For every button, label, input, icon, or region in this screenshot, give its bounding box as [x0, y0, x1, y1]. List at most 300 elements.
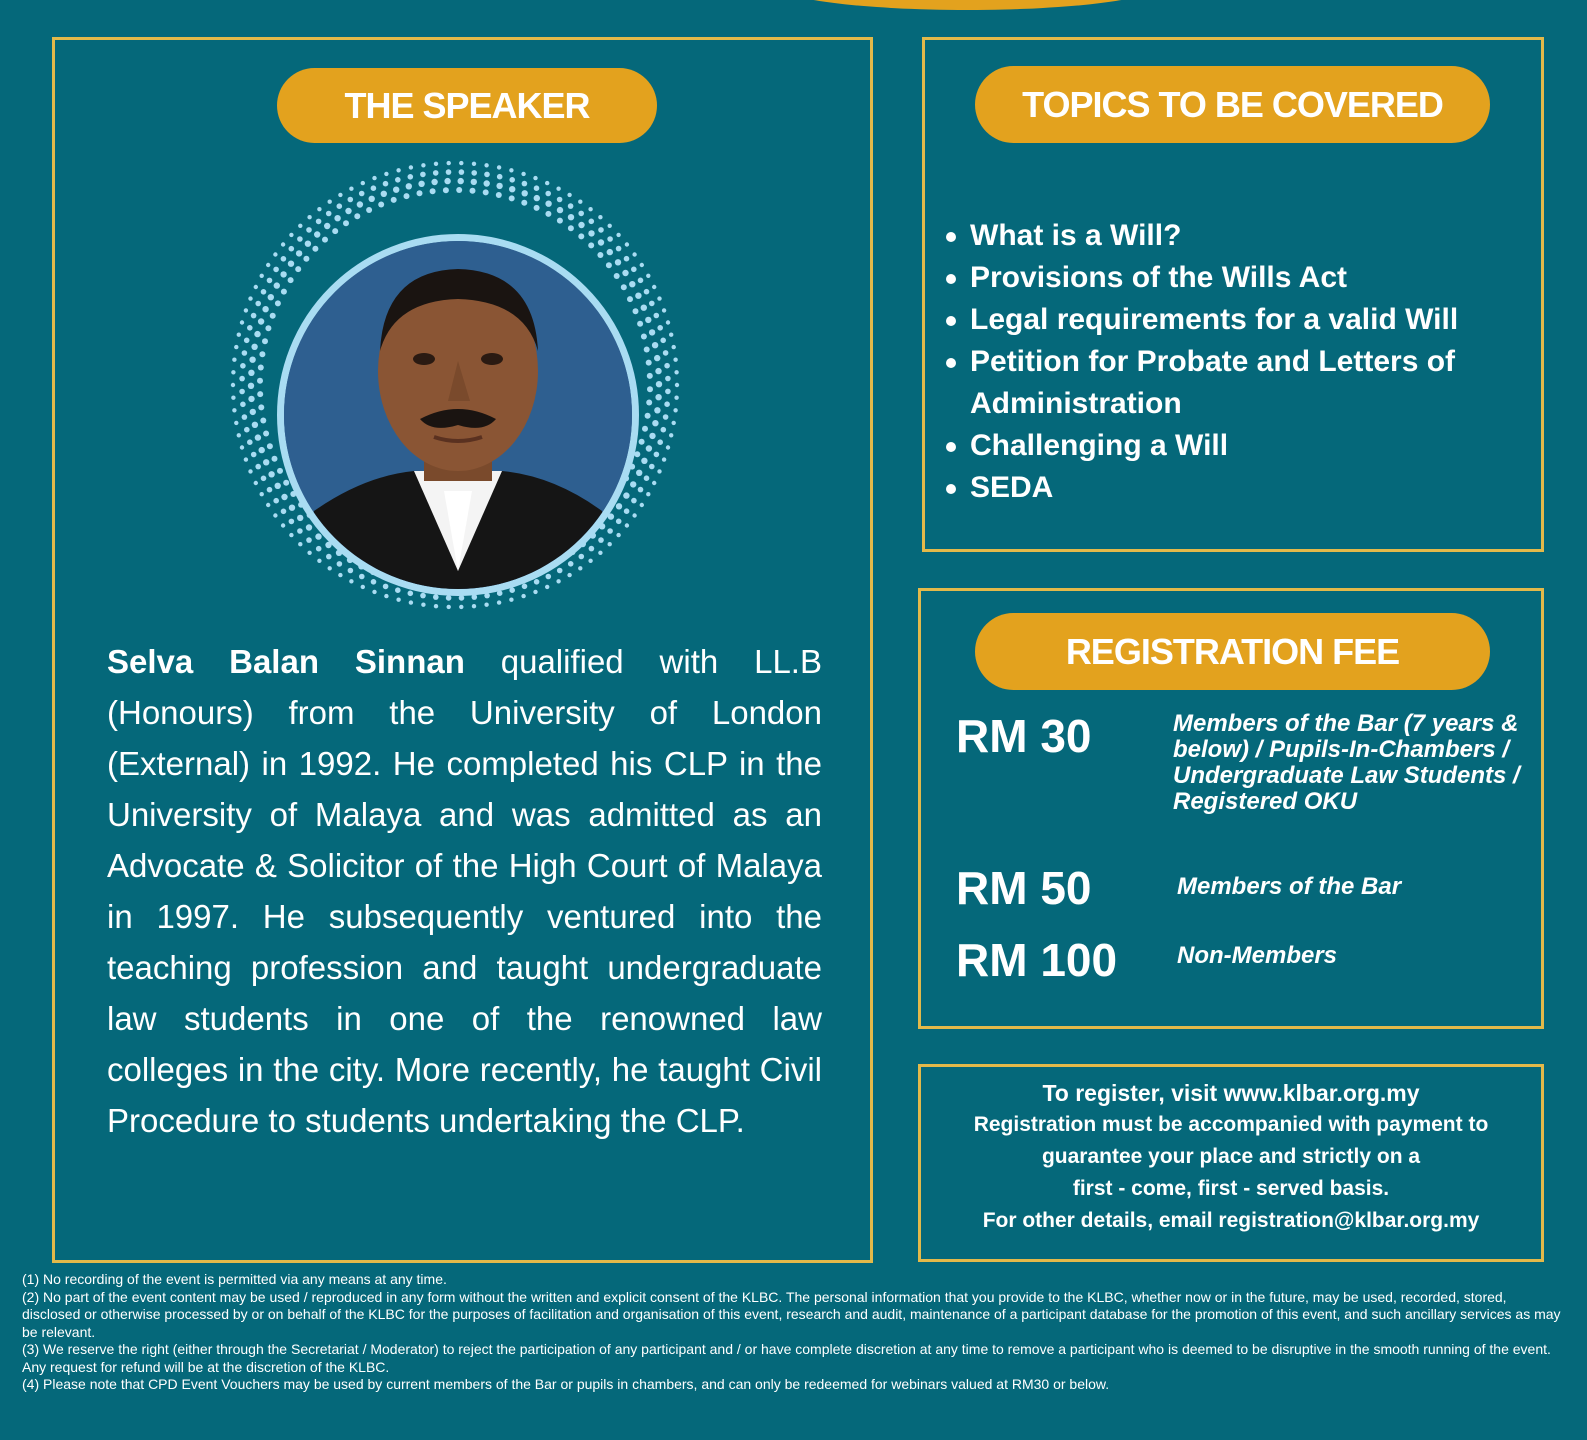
ring-dot — [654, 355, 660, 361]
ring-dot — [546, 574, 552, 580]
ring-dot — [314, 231, 320, 237]
ring-dot — [616, 503, 622, 509]
ring-dot — [354, 213, 360, 219]
ring-dot — [663, 414, 669, 420]
ring-dot — [409, 165, 413, 169]
ring-dot — [497, 174, 503, 180]
ring-dot — [237, 333, 241, 337]
ring-dot — [472, 604, 476, 608]
ring-dot — [631, 267, 637, 273]
ring-dot — [654, 313, 660, 319]
ring-dot — [257, 378, 263, 384]
ring-dot — [652, 420, 658, 426]
ring-dot — [349, 187, 353, 191]
ring-dot — [568, 561, 574, 567]
ring-dot — [652, 481, 656, 485]
ring-dot — [270, 313, 276, 319]
ring-dot — [642, 426, 648, 432]
ring-dot — [641, 305, 647, 311]
ring-dot — [251, 313, 257, 319]
ring-dot — [281, 494, 287, 500]
speaker-heading: THE SPEAKER — [277, 68, 657, 143]
ring-dot — [240, 402, 246, 408]
ring-dot — [635, 293, 641, 299]
topics-heading: TOPICS TO BE COVERED — [975, 66, 1490, 143]
ring-dot — [447, 605, 451, 609]
ring-dot — [646, 274, 650, 278]
ring-dot — [646, 445, 652, 451]
ring-dot — [649, 433, 655, 439]
ring-dot — [652, 285, 656, 289]
ring-dot — [274, 282, 280, 288]
ring-dot — [568, 203, 574, 209]
ring-dot — [646, 360, 652, 366]
ring-dot — [409, 600, 413, 604]
ring-dot — [249, 357, 255, 363]
ring-dot — [328, 200, 332, 204]
ring-dot — [371, 185, 377, 191]
ring-dot — [248, 383, 254, 389]
speaker-bio-text: qualified with LL.B (Honours) from the University of London (External) in 1992. He completed his CLP in the University of Malaya and was admitted as an Advocate & Solicitor of the High Court of Malaya in 1997. He subsequently ventured into the teaching profession and taught undergraduate law students in one of the renowned law colleges in the city. More recently, he taught Civil Procedure to students undertaking the CLP. — [107, 643, 822, 1139]
ring-dot — [280, 271, 286, 277]
ring-dot — [654, 407, 660, 413]
ring-dot — [662, 308, 666, 312]
ring-dot — [289, 233, 293, 237]
ring-dot — [649, 464, 655, 470]
ring-dot — [240, 445, 244, 449]
ring-dot — [649, 329, 655, 335]
ring-dot — [521, 172, 525, 176]
ring-dot — [675, 383, 679, 387]
ring-dot — [444, 178, 450, 184]
ring-dot — [578, 233, 584, 239]
ring-dot — [395, 177, 401, 183]
ring-dot — [661, 427, 667, 433]
ring-dot — [326, 554, 332, 560]
ring-dot — [557, 197, 563, 203]
ring-dot — [657, 469, 661, 473]
ring-dot — [430, 188, 436, 194]
ring-dot — [597, 252, 603, 258]
ring-dot — [662, 457, 666, 461]
ring-dot — [242, 350, 248, 356]
ring-dot — [624, 256, 630, 262]
speaker-portrait-illustration — [284, 241, 632, 589]
ring-dot — [268, 471, 274, 477]
ring-dot — [673, 358, 677, 362]
ring-dot — [470, 188, 476, 194]
ring-dot — [645, 317, 651, 323]
ring-dot — [633, 308, 639, 314]
ring-dot — [459, 605, 463, 609]
ring-dot — [545, 201, 551, 207]
ring-dot — [260, 492, 264, 496]
topics-list — [970, 215, 1540, 509]
ring-dot — [366, 207, 372, 213]
ring-dot — [534, 579, 540, 585]
ring-dot — [343, 220, 349, 226]
ring-dot — [289, 505, 295, 511]
ring-dot — [608, 542, 612, 546]
ring-dot — [305, 241, 311, 247]
ring-dot — [674, 396, 678, 400]
ring-dot — [625, 242, 629, 246]
ring-dot — [240, 320, 244, 324]
ring-dot — [275, 483, 281, 489]
ring-dot — [306, 537, 312, 543]
ring-dot — [557, 207, 563, 213]
topics-panel — [922, 37, 1544, 552]
ring-dot — [664, 401, 670, 407]
ring-dot — [254, 285, 258, 289]
ring-dot — [483, 189, 489, 195]
ring-dot — [260, 274, 264, 278]
ring-dot — [447, 161, 451, 165]
ring-dot — [231, 383, 235, 387]
ring-dot — [556, 579, 560, 583]
ring-dot — [589, 219, 595, 225]
ring-dot — [521, 594, 525, 598]
ring-dot — [289, 519, 295, 525]
ring-dot — [244, 457, 248, 461]
ring-dot — [484, 172, 490, 178]
ring-dot — [289, 246, 295, 252]
ring-dot — [616, 519, 622, 525]
ring-dot — [674, 370, 678, 374]
ring-dot — [297, 236, 303, 242]
ring-dot — [598, 551, 602, 555]
ring-dot — [556, 187, 560, 191]
ring-dot — [640, 503, 644, 507]
ring-dot — [666, 320, 670, 324]
ring-dot — [509, 195, 515, 201]
ring-dot — [383, 181, 389, 187]
ring-dot — [322, 237, 328, 243]
ring-dot — [421, 603, 425, 607]
ring-dot — [431, 179, 437, 185]
ring-dot — [646, 492, 650, 496]
ring-dot — [266, 263, 270, 267]
ring-dot — [588, 242, 594, 248]
ring-dot — [417, 190, 423, 196]
ring-dot — [296, 250, 302, 256]
ring-dot — [359, 191, 365, 197]
ring-dot — [545, 181, 549, 185]
ring-dot — [472, 162, 476, 166]
footnote: (3) We reserve the right (either through the Secretariat / Moderator) to reject the participation of any participant and / or have complete discretion at any time to remove a participant who is deemed to be disruptive in the smooth running of the event. Any request for refund will be at the discretion of the KLBC. — [22, 1341, 1551, 1375]
ring-dot — [434, 604, 438, 608]
fee-amount: RM 30 — [956, 710, 1092, 762]
ring-dot — [568, 225, 574, 231]
ring-dot — [328, 566, 332, 570]
ring-dot — [361, 181, 365, 185]
ring-dot — [272, 456, 278, 462]
ring-dot — [632, 252, 636, 256]
ring-dot — [627, 296, 633, 302]
ring-dot — [255, 434, 261, 440]
ring-dot — [258, 404, 264, 410]
ring-dot — [663, 350, 669, 356]
ring-dot — [669, 333, 673, 337]
ring-dot — [406, 183, 412, 189]
ring-dot — [239, 389, 245, 395]
ring-dot — [496, 183, 502, 189]
ring-dot — [248, 296, 252, 300]
ring-dot — [557, 568, 563, 574]
ring-dot — [244, 338, 250, 344]
ring-dot — [484, 603, 488, 607]
ring-dot — [459, 169, 465, 175]
ring-dot — [345, 208, 351, 214]
ring-dot — [384, 594, 388, 598]
ring-dot — [578, 566, 582, 570]
ring-dot — [634, 451, 640, 457]
ring-dot — [326, 211, 332, 217]
ring-dot — [578, 200, 582, 204]
ring-dot — [317, 207, 321, 211]
ring-dot — [295, 266, 301, 272]
speaker-panel — [52, 37, 873, 1263]
ring-dot — [647, 373, 653, 379]
ring-dot — [458, 178, 464, 184]
footnote: (2) No part of the event content may be used / reproduced in any form without the written and explicit consent of the KLBC. The personal information that you provide to the KLBC, whether now or in the future, may be used, recorded, stored, disclosed or otherwise processed by or on behalf of the KLBC for the purposes of facilitation and organisation of this event, research and audit, maintenance of a participant database for the promotion of this event, and such ancillary services as may be relevant. — [22, 1288, 1561, 1340]
ring-dot — [334, 215, 340, 221]
ring-dot — [660, 338, 666, 344]
ring-dot — [433, 594, 439, 600]
ring-dot — [273, 498, 279, 504]
ring-dot — [657, 296, 661, 300]
ring-dot — [588, 559, 592, 563]
ring-dot — [254, 481, 258, 485]
ring-dot — [646, 400, 652, 406]
ring-dot — [348, 197, 354, 203]
ring-dot — [606, 262, 612, 268]
ring-dot — [522, 584, 528, 590]
ring-dot — [396, 598, 400, 602]
ring-dot — [534, 205, 540, 211]
ring-dot — [616, 246, 622, 252]
ring-dot — [306, 227, 312, 233]
ring-dot — [497, 165, 501, 169]
speaker-name: Selva Balan Sinnan — [107, 643, 465, 680]
ring-dot — [446, 595, 452, 601]
ring-dot — [262, 338, 268, 344]
ring-dot — [640, 263, 644, 267]
ring-dot — [268, 294, 274, 300]
ring-dot — [664, 363, 670, 369]
ring-dot — [598, 537, 604, 543]
ring-dot — [509, 168, 513, 172]
footnotes — [22, 1271, 1567, 1394]
ring-dot — [669, 433, 673, 437]
ring-dot — [496, 192, 502, 198]
ring-dot — [348, 568, 354, 574]
ring-dot — [557, 218, 563, 224]
ring-dot — [534, 195, 540, 201]
ring-dot — [378, 202, 384, 208]
registration-info-panel — [918, 1064, 1544, 1262]
ring-dot — [578, 211, 584, 217]
ring-dot — [509, 186, 515, 192]
ring-dot — [338, 193, 342, 197]
ring-dot — [608, 224, 612, 228]
ring-dot — [657, 439, 663, 445]
ring-dot — [281, 242, 285, 246]
topic-item: Legal requirements for a valid Will — [970, 299, 1540, 341]
ring-dot — [247, 439, 253, 445]
fee-amount: RM 50 — [956, 862, 1092, 914]
ring-dot — [629, 281, 635, 287]
ring-dot — [665, 376, 671, 382]
ring-dot — [471, 170, 477, 176]
footnote: (1) No recording of the event is permitted via any means at any time. — [22, 1271, 447, 1287]
ring-dot — [395, 587, 401, 593]
speaker-photo — [277, 234, 639, 596]
ring-dot — [259, 447, 265, 453]
ring-dot — [381, 191, 387, 197]
ring-dot — [254, 331, 260, 337]
register-line: To register, visit www.klbar.org.my — [1042, 1080, 1420, 1106]
ring-dot — [545, 585, 549, 589]
ring-dot — [673, 408, 677, 412]
ring-dot — [622, 270, 628, 276]
fee-description: Members of the Bar — [1177, 873, 1402, 900]
ring-dot — [408, 174, 414, 180]
ring-dot — [522, 190, 528, 196]
fee-amount: RM 100 — [956, 934, 1118, 986]
ring-dot — [434, 162, 438, 166]
ring-dot — [297, 528, 303, 534]
ring-dot — [672, 421, 676, 425]
ring-dot — [588, 230, 594, 236]
ring-dot — [630, 481, 636, 487]
ring-dot — [288, 261, 294, 267]
ring-dot — [248, 469, 252, 473]
ring-dot — [644, 289, 650, 295]
ring-dot — [533, 176, 537, 180]
ring-dot — [281, 523, 285, 527]
ring-dot — [616, 233, 620, 237]
ring-dot — [665, 389, 671, 395]
ring-dot — [631, 498, 637, 504]
ring-dot — [666, 445, 670, 449]
ring-dot — [408, 591, 414, 597]
ring-dot — [607, 236, 613, 242]
ring-dot — [521, 200, 527, 206]
ring-dot — [267, 487, 273, 493]
ring-dot — [636, 470, 642, 476]
ring-dot — [655, 368, 661, 374]
ring-dot — [349, 579, 353, 583]
ring-dot — [641, 334, 647, 340]
ring-dot — [263, 459, 269, 465]
ring-dot — [316, 219, 322, 225]
ring-dot — [443, 187, 449, 193]
ring-dot — [654, 452, 660, 458]
topic-item: What is a Will? — [970, 215, 1540, 257]
register-line: first - come, first - served basis. — [1072, 1177, 1390, 1200]
ring-dot — [598, 227, 604, 233]
ring-dot — [371, 579, 377, 585]
ring-dot — [533, 590, 537, 594]
ring-dot — [263, 431, 269, 437]
ring-dot — [316, 546, 322, 552]
ring-dot — [240, 363, 246, 369]
ring-dot — [471, 179, 477, 185]
ring-dot — [446, 169, 452, 175]
ring-dot — [275, 300, 281, 306]
ring-dot — [357, 201, 363, 207]
ring-dot — [672, 345, 676, 349]
ring-dot — [248, 396, 254, 402]
ring-dot — [652, 342, 658, 348]
ring-dot — [251, 452, 257, 458]
ring-dot — [391, 197, 397, 203]
ring-dot — [337, 203, 343, 209]
ring-dot — [456, 187, 462, 193]
ring-dot — [317, 559, 321, 563]
ring-dot — [324, 223, 330, 229]
ring-dot — [251, 344, 257, 350]
ring-dot — [261, 289, 267, 295]
registration-fee-panel — [918, 588, 1544, 1029]
ring-dot — [598, 215, 602, 219]
ring-dot — [255, 464, 261, 470]
ring-dot — [534, 185, 540, 191]
ring-dot — [396, 168, 400, 172]
ring-dot — [237, 433, 241, 437]
top-decorative-arc — [775, 0, 1160, 10]
ring-dot — [421, 163, 425, 167]
ring-dot — [247, 325, 253, 331]
ring-dot — [656, 381, 662, 387]
ring-dot — [545, 211, 551, 217]
ring-dot — [262, 306, 268, 312]
ring-dot — [372, 590, 376, 594]
ring-dot — [234, 345, 238, 349]
ring-dot — [616, 533, 620, 537]
ring-dot — [614, 273, 620, 279]
ring-dot — [644, 475, 650, 481]
register-line: guarantee your place and strictly on a — [1041, 1145, 1421, 1168]
ring-dot — [244, 427, 250, 433]
ring-dot — [307, 551, 311, 555]
ring-dot — [298, 224, 302, 228]
ring-dot — [615, 259, 621, 265]
ring-dot — [383, 584, 389, 590]
ring-dot — [497, 600, 501, 604]
ring-dot — [567, 193, 571, 197]
ring-dot — [641, 458, 647, 464]
ring-dot — [384, 172, 388, 176]
ring-dot — [265, 325, 271, 331]
ring-dot — [231, 370, 235, 374]
ring-dot — [372, 176, 376, 180]
ring-dot — [338, 573, 342, 577]
topic-item: Provisions of the Wills Act — [970, 257, 1540, 299]
ring-dot — [588, 207, 592, 211]
ring-dot — [638, 278, 644, 284]
ring-dot — [266, 503, 270, 507]
ring-dot — [244, 308, 248, 312]
ring-dot — [281, 256, 287, 262]
ring-dot — [404, 193, 410, 199]
ring-dot — [297, 515, 303, 521]
ring-dot — [545, 191, 551, 197]
ring-dot — [232, 408, 236, 412]
ring-dot — [484, 163, 488, 167]
ring-dot — [267, 443, 273, 449]
